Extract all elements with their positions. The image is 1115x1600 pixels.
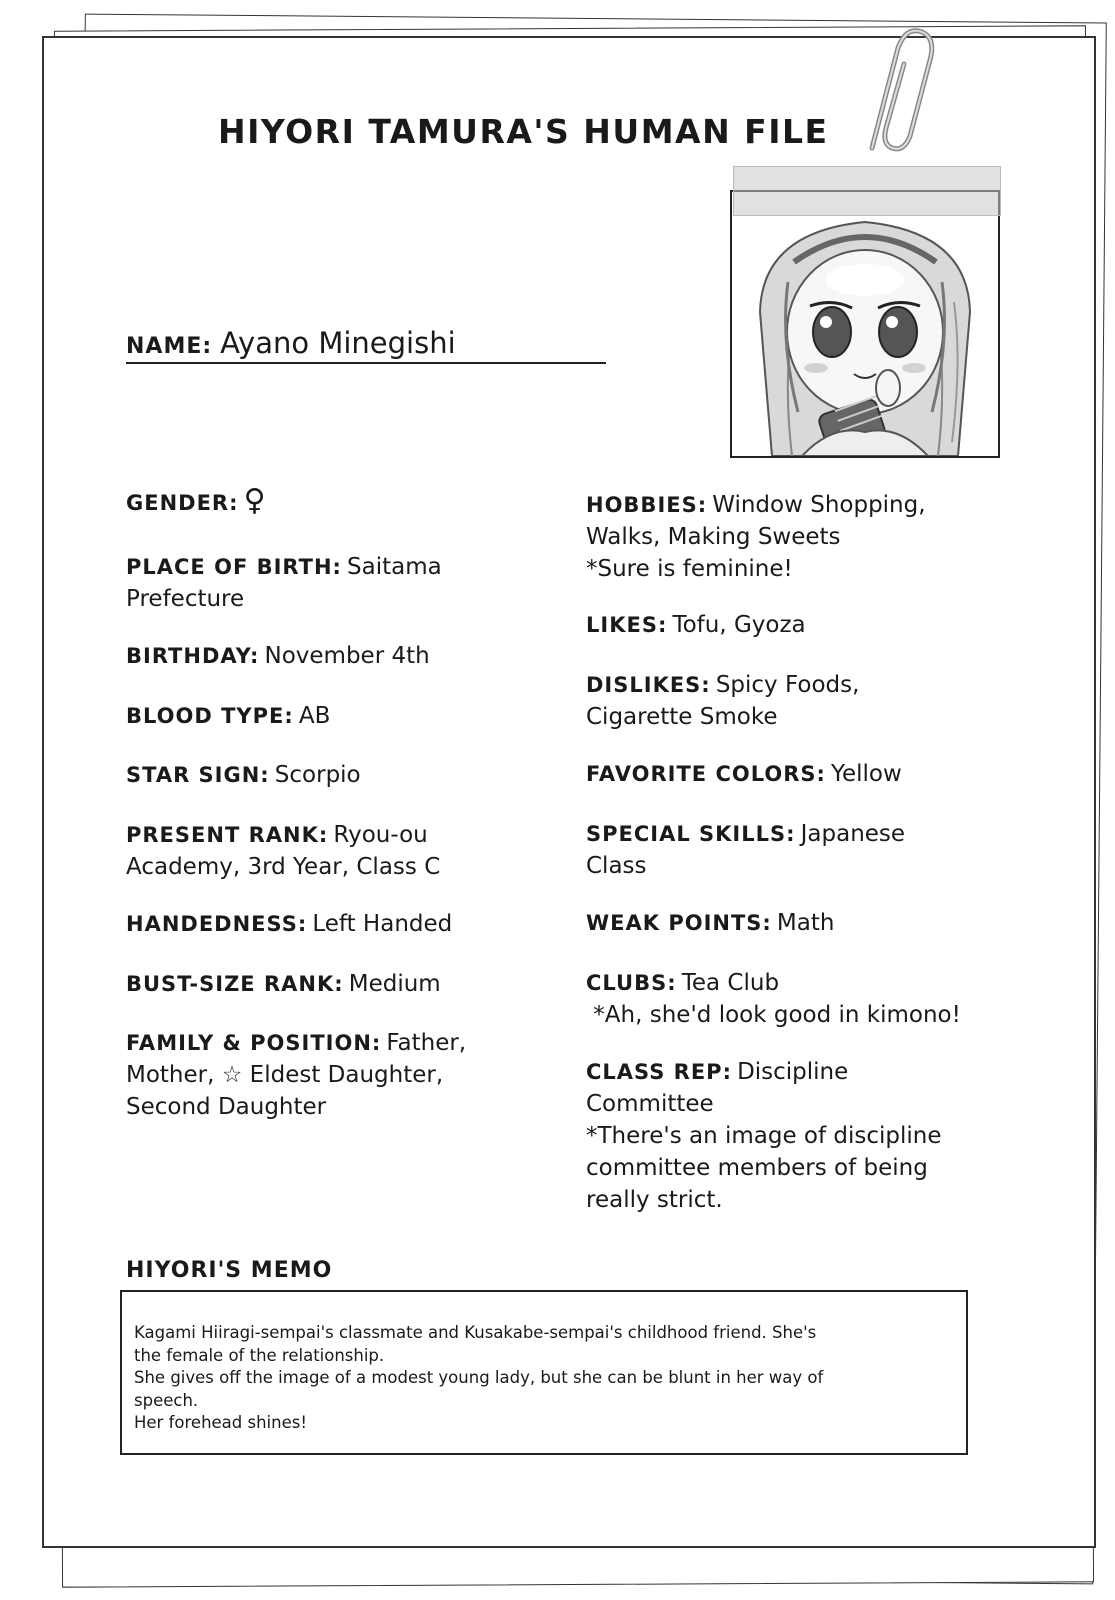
field-place-of-birth: PLACE OF BIRTH: Saitama Prefecture — [126, 554, 442, 612]
field-gender: GENDER: ♀ — [126, 483, 266, 518]
field-special-skills: SPECIAL SKILLS: Japanese Class — [586, 821, 906, 879]
field-star-sign: STAR SIGN: Scorpio — [126, 762, 361, 788]
field-blood-type: BLOOD TYPE: AB — [126, 703, 331, 729]
memo-line: the female of the relationship. — [134, 1345, 385, 1365]
field-clubs: CLUBS: Tea Club *Ah, she'd look good in kimono! — [586, 970, 961, 1028]
memo-line: Kagami Hiiragi-sempai's classmate and Kusakabe-sempai's childhood friend. She's — [134, 1323, 817, 1342]
tape-strip — [733, 166, 1001, 216]
paperclip-icon — [850, 20, 940, 160]
memo-box — [120, 1290, 968, 1455]
field-handedness: HANDEDNESS: Left Handed — [126, 911, 453, 937]
memo-title: HIYORI'S MEMO — [126, 1258, 333, 1283]
field-birthday: BIRTHDAY: November 4th — [126, 643, 430, 669]
field-present-rank: PRESENT RANK: Ryou-ou Academy, 3rd Year, Class C — [126, 822, 441, 880]
character-portrait — [730, 190, 1000, 458]
memo-line: Her forehead shines! — [134, 1413, 307, 1432]
field-likes: LIKES: Tofu, Gyoza — [586, 612, 806, 638]
field-favorite-colors: FAVORITE COLORS: Yellow — [586, 761, 902, 787]
memo-line: She gives off the image of a modest young lady, but she can be blunt in her way of — [134, 1368, 824, 1387]
field-hobbies: HOBBIES: Window Shopping, Walks, Making Sweets *Sure is feminine! — [586, 492, 926, 582]
name-label: NAME: — [126, 334, 213, 359]
field-weak-points: WEAK POINTS: Math — [586, 910, 835, 936]
chibi-girl-illustration — [732, 192, 998, 456]
field-bust-size-rank: BUST-SIZE RANK: Medium — [126, 971, 441, 997]
field-family-position: FAMILY & POSITION: Father, Mother, ☆ Eldest Daughter, Second Daughter — [126, 1030, 467, 1120]
name-field — [126, 326, 606, 364]
gender-female-icon: ♀ — [243, 483, 266, 518]
page-title: HIYORI TAMURA'S HUMAN FILE — [218, 112, 829, 151]
memo-line: speech. — [134, 1390, 199, 1410]
name-value: Ayano Minegishi — [220, 326, 456, 360]
field-dislikes: DISLIKES: Spicy Foods, Cigarette Smoke — [586, 672, 860, 730]
field-class-rep: CLASS REP: Discipline Committee *There's an image of discipline committee members of being really strict. — [586, 1059, 942, 1213]
